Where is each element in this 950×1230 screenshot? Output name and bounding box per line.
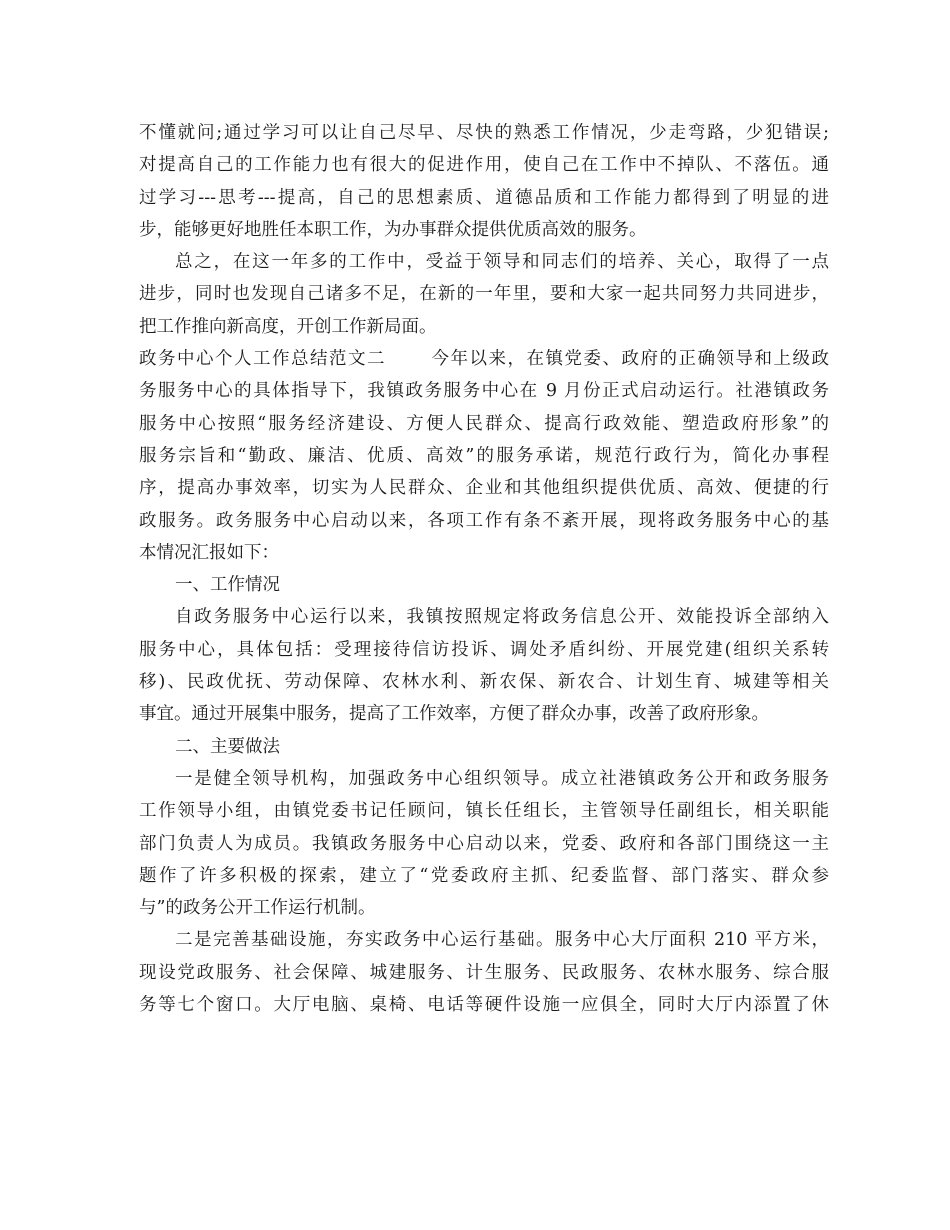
text-line: 一是健全领导机构，加强政务中心组织领导。成立社港镇政务公开和政务服务 bbox=[175, 768, 829, 789]
section-title: 政务中心个人工作总结范文二 bbox=[139, 349, 386, 370]
paragraph bbox=[139, 601, 829, 730]
text-line: 过学习---思考---提高，自己的思想素质、道德品质和工作能力都得到了明显的进 bbox=[139, 187, 829, 208]
text-line: 步，能够更好地胜任本职工作，为办事群众提供优质高效的服务。 bbox=[139, 219, 647, 240]
paragraph bbox=[139, 763, 829, 924]
text-line: 不懂就问;通过学习可以让自己尽早、尽快的熟悉工作情况，少走弯路，少犯错误; bbox=[139, 123, 829, 143]
text-line: 服务宗旨和“勤政、廉洁、优质、高效”的服务承诺，规范行政行为，简化办事程 bbox=[139, 445, 829, 466]
heading-text: 一、工作情况 bbox=[175, 575, 280, 596]
text-line bbox=[139, 343, 829, 375]
paragraph bbox=[139, 117, 829, 246]
text-line: 对提高自己的工作能力也有很大的促进作用，使自己在工作中不掉队、不落伍。通 bbox=[139, 155, 829, 176]
text-line: 总之，在这一年多的工作中，受益于领导和同志们的培养、关心，取得了一点 bbox=[175, 252, 829, 273]
paragraph bbox=[139, 246, 829, 343]
text-line: 工作领导小组，由镇党委书记任顾问，镇长任组长，主管领导任副组长，相关职能 bbox=[139, 801, 829, 822]
paragraph bbox=[139, 343, 829, 569]
text-line: 事宜。通过开展集中服务，提高了工作效率，方便了群众办事，改善了政府形象。 bbox=[139, 704, 769, 725]
section-heading bbox=[139, 731, 829, 763]
section-heading bbox=[139, 569, 829, 601]
text-run: 今年以来，在镇党委、政府的正确领导和上级政 bbox=[430, 349, 829, 370]
paragraph bbox=[139, 924, 829, 1021]
text-line: 题作了许多积极的探索，建立了“党委政府主抓、纪委监督、部门落实、群众参 bbox=[139, 865, 829, 886]
text-line: 二是完善基础设施，夯实政务中心运行基础。服务中心大厅面积 210 平方米， bbox=[175, 930, 829, 951]
text-line: 自政务服务中心运行以来，我镇按照规定将政务信息公开、效能投诉全部纳入 bbox=[175, 607, 829, 628]
text-line: 政服务。政务服务中心启动以来，各项工作有条不紊开展，现将政务服务中心的基 bbox=[139, 510, 829, 531]
text-line: 服务中心按照“服务经济建设、方便人民群众、提高行政效能、塑造政府形象”的 bbox=[139, 413, 829, 434]
text-line: 服务中心，具体包括：受理接待信访投诉、调处矛盾纠纷、开展党建(组织关系转 bbox=[139, 639, 829, 660]
document-body bbox=[139, 117, 829, 1021]
text-line: 把工作推向新高度，开创工作新局面。 bbox=[139, 316, 437, 337]
text-line: 务等七个窗口。大厅电脑、桌椅、电话等硬件设施一应俱全，同时大厅内添置了休 bbox=[139, 995, 829, 1016]
heading-text: 二、主要做法 bbox=[175, 736, 280, 757]
text-line: 进步，同时也发现自己诸多不足，在新的一年里，要和大家一起共同努力共同进步， bbox=[139, 284, 829, 305]
text-line: 部门负责人为成员。我镇政务服务中心启动以来，党委、政府和各部门围绕这一主 bbox=[139, 833, 829, 854]
text-line: 现设党政服务、社会保障、城建服务、计生服务、民政服务、农林水服务、综合服 bbox=[139, 962, 829, 983]
text-line: 与”的政务公开工作运行机制。 bbox=[139, 898, 376, 919]
text-line: 移)、民政优抚、劳动保障、农林水利、新农保、新农合、计划生育、城建等相关 bbox=[139, 672, 829, 693]
text-line: 序，提高办事效率，切实为人民群众、企业和其他组织提供优质、高效、便捷的行 bbox=[139, 478, 829, 499]
text-line: 本情况汇报如下： bbox=[139, 542, 279, 563]
text-line: 务服务中心的具体指导下，我镇政务服务中心在 9 月份正式启动运行。社港镇政务 bbox=[139, 381, 829, 402]
